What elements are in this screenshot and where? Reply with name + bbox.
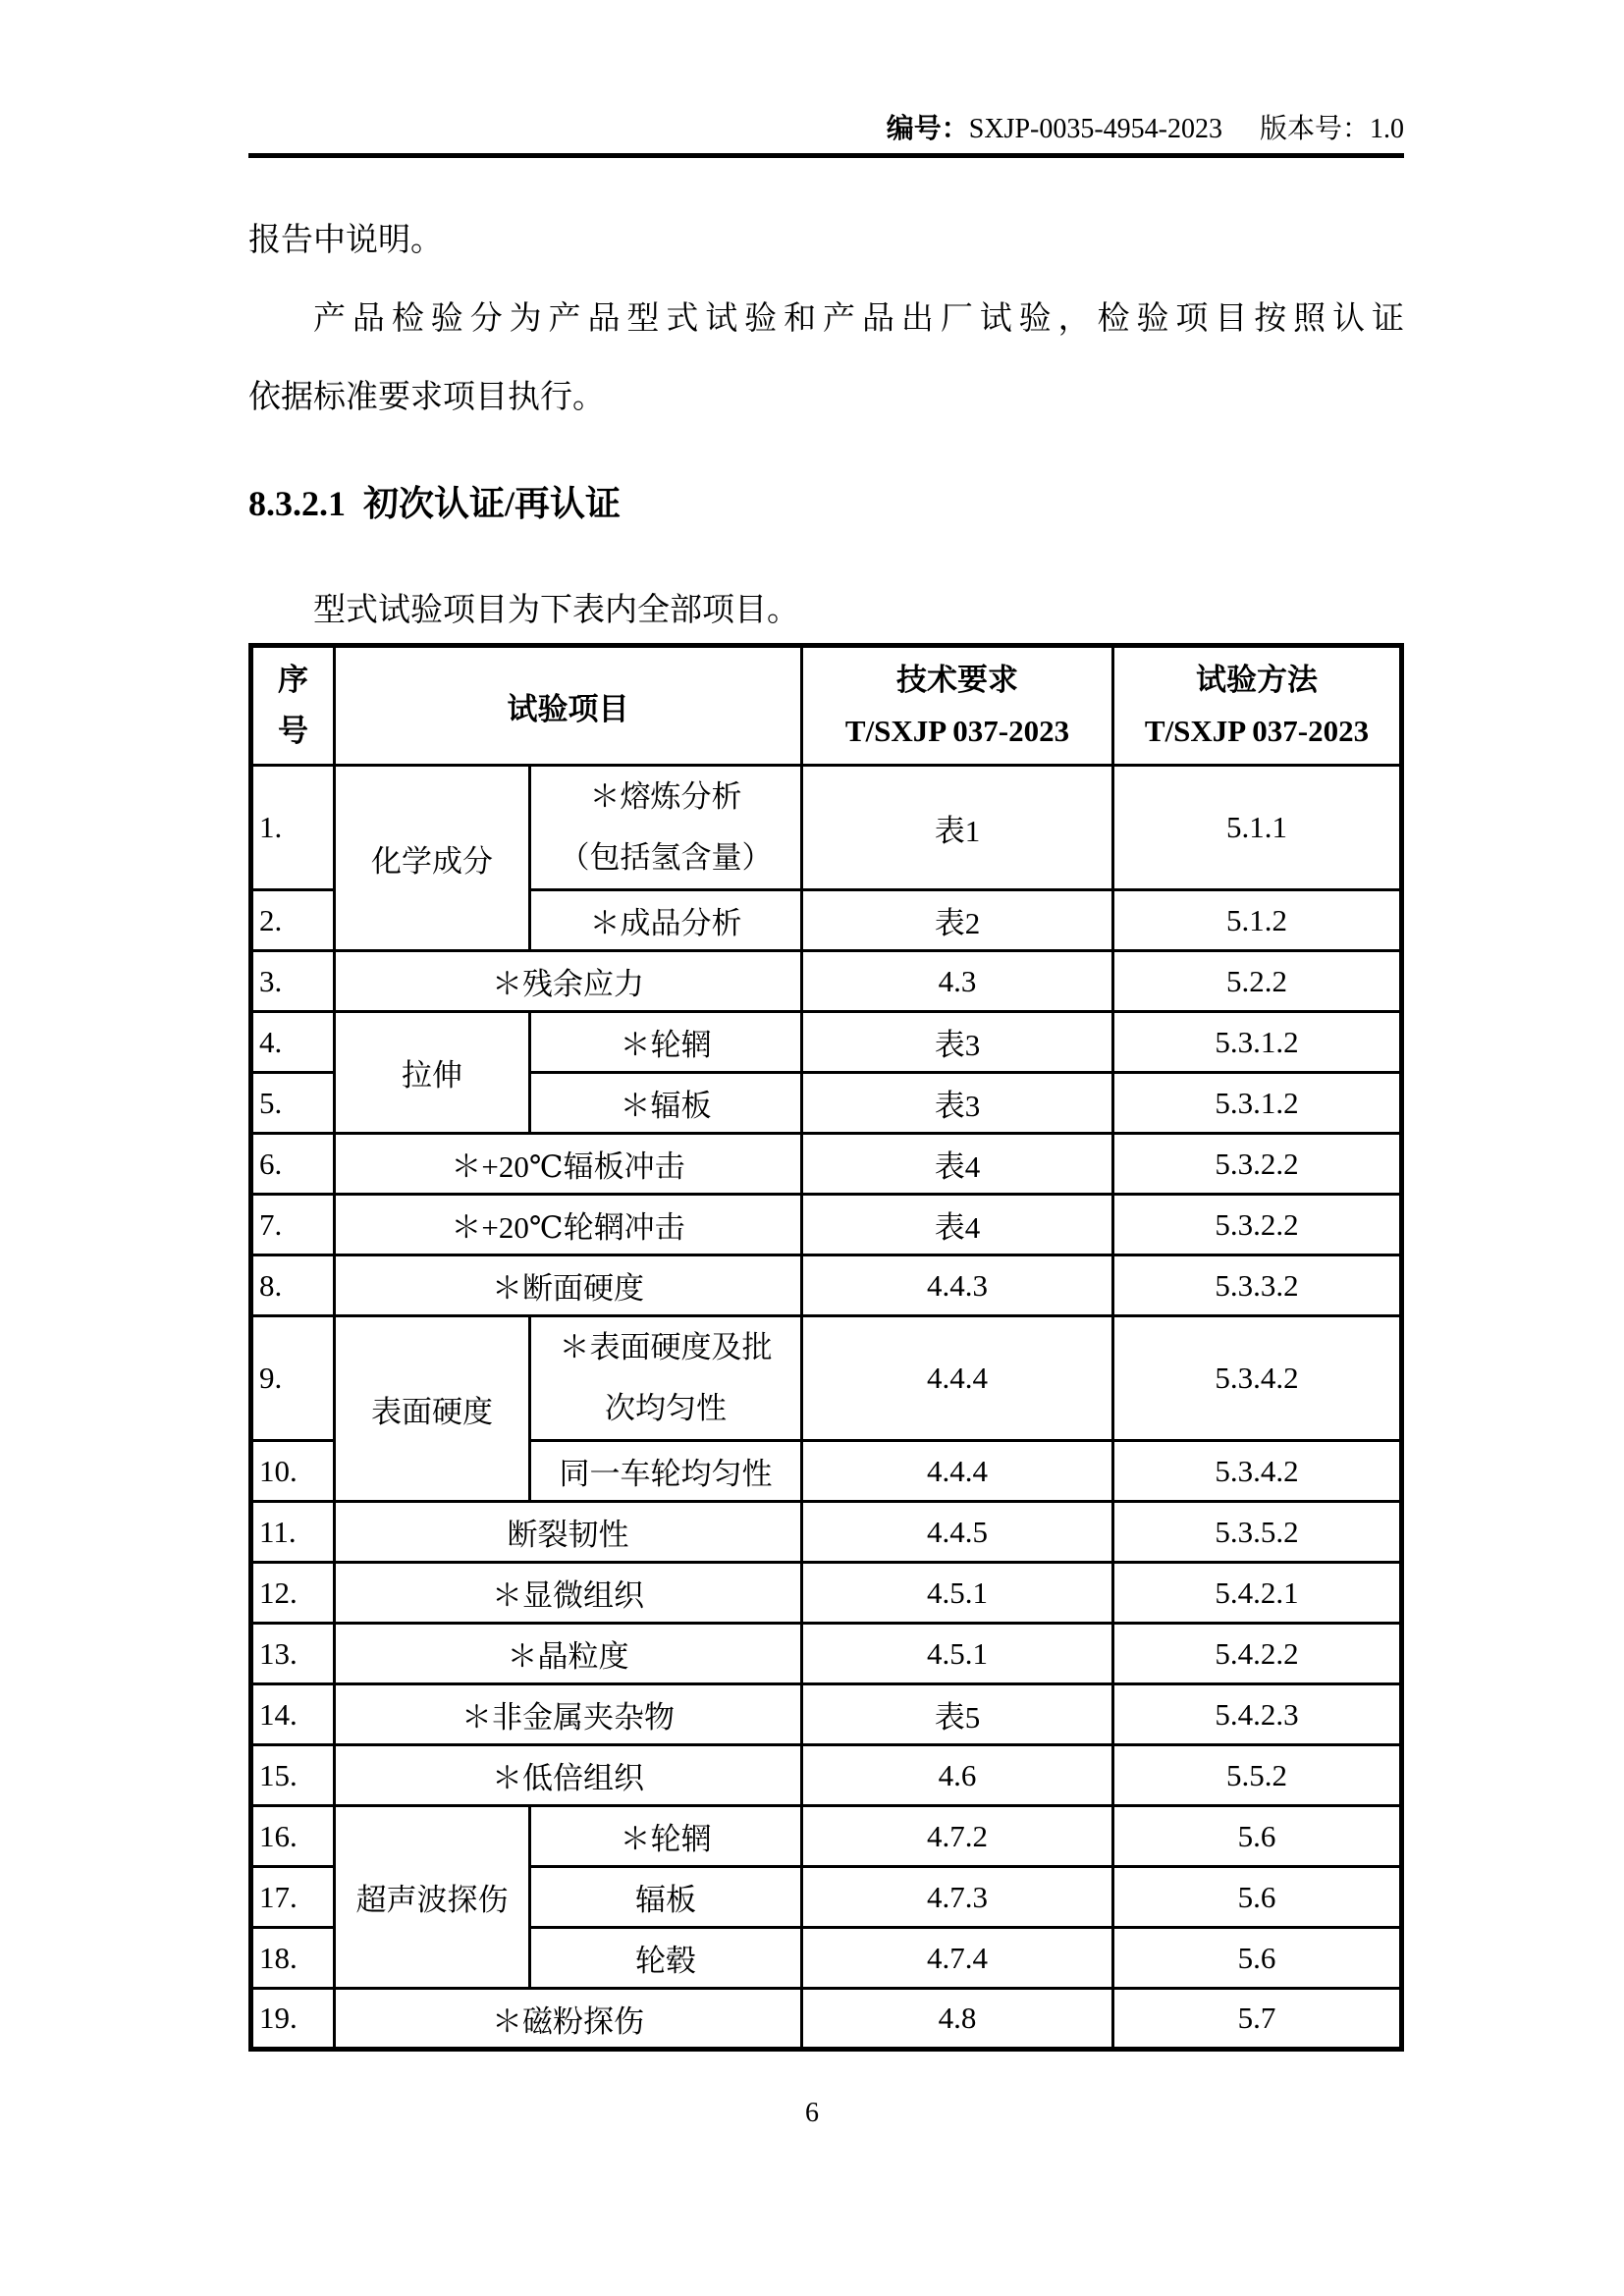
requirement-cell: 4.4.5 [802,1502,1113,1563]
serial-cell: 5. [251,1073,335,1134]
method-cell: 5.3.1.2 [1113,1073,1402,1134]
method-cell: 5.3.1.2 [1113,1012,1402,1073]
table-row [251,1563,1402,1624]
table-row [251,1195,1402,1255]
table-row [251,766,1402,890]
col-header-method-title: 试验方法 [1196,663,1318,697]
serial-cell: 7. [251,1195,335,1255]
col-header-method [1113,646,1402,766]
item-cell-line: ＊熔炼分析 [589,779,742,814]
item-cell: ＊成品分析 [530,890,802,951]
method-cell: 5.3.3.2 [1113,1255,1402,1316]
serial-cell: 1. [251,766,335,890]
requirement-cell: 表3 [802,1073,1113,1134]
table-row [251,1745,1402,1806]
item-cell: ＊断面硬度 [335,1255,802,1316]
serial-cell: 6. [251,1134,335,1195]
item-cell: 轮毂 [530,1928,802,1989]
method-cell: 5.6 [1113,1928,1402,1989]
requirement-cell: 4.8 [802,1989,1113,2050]
table-header-row [251,646,1402,766]
table-row [251,1624,1402,1684]
requirement-cell: 表2 [802,890,1113,951]
method-cell: 5.4.2.3 [1113,1684,1402,1745]
serial-cell: 3. [251,951,335,1012]
requirement-cell: 4.4.4 [802,1316,1113,1441]
item-cell: ＊残余应力 [335,951,802,1012]
doc-code-label: 编号： [886,114,969,144]
method-cell: 5.3.4.2 [1113,1441,1402,1502]
item-cell [530,1316,802,1441]
method-cell: 5.1.1 [1113,766,1402,890]
item-cell: ＊低倍组织 [335,1745,802,1806]
col-header-serial [251,646,335,766]
page-content [248,0,1404,2133]
paragraph-line: 报告中说明。 [248,223,443,258]
serial-cell: 4. [251,1012,335,1073]
item-cell [530,766,802,890]
table-row [251,1012,1402,1073]
col-header-requirement [802,646,1113,766]
method-cell: 5.6 [1113,1806,1402,1867]
item-cell-line: 次均匀性 [605,1391,727,1425]
requirement-cell: 表3 [802,1012,1113,1073]
serial-cell: 11. [251,1502,335,1563]
item-cell: ＊辐板 [530,1073,802,1134]
requirement-cell: 4.6 [802,1745,1113,1806]
serial-cell: 18. [251,1928,335,1989]
serial-cell: 15. [251,1745,335,1806]
serial-cell: 10. [251,1441,335,1502]
requirement-cell: 4.5.1 [802,1563,1113,1624]
item-cell: ＊显微组织 [335,1563,802,1624]
table-row [251,1255,1402,1316]
requirement-cell: 4.7.2 [802,1806,1113,1867]
table-row [251,1806,1402,1867]
doc-version-label: 版本号： [1259,114,1370,144]
serial-cell: 8. [251,1255,335,1316]
method-cell: 5.3.5.2 [1113,1502,1402,1563]
serial-cell: 19. [251,1989,335,2050]
col-header-method-standard: T/SXJP 037-2023 [1144,714,1370,748]
col-header-item: 试验项目 [335,646,802,766]
table-row [251,1316,1402,1441]
table-intro: 型式试验项目为下表内全部项目。 [313,593,799,628]
requirement-cell: 4.4.3 [802,1255,1113,1316]
page-number: 6 [805,2098,819,2128]
item-cell: ＊轮辋 [530,1012,802,1073]
item-cell: 断裂韧性 [335,1502,802,1563]
item-group-cell: 拉伸 [335,1012,530,1134]
item-cell: 同一车轮均匀性 [530,1441,802,1502]
method-cell: 5.3.4.2 [1113,1316,1402,1441]
paragraph-line: 依据标准要求项目执行。 [248,380,605,415]
method-cell: 5.5.2 [1113,1745,1402,1806]
serial-cell: 17. [251,1867,335,1928]
header-rule [248,153,1404,158]
serial-cell: 16. [251,1806,335,1867]
body-text [248,201,1404,437]
section-heading: 8.3.2.1 初次认证/再认证 [248,484,622,523]
requirement-cell: 表4 [802,1134,1113,1195]
serial-cell: 9. [251,1316,335,1441]
method-cell: 5.3.2.2 [1113,1195,1402,1255]
item-cell: ＊非金属夹杂物 [335,1684,802,1745]
test-items-table [248,643,1404,2052]
item-cell: ＊磁粉探伤 [335,1989,802,2050]
doc-code-value: SXJP-0035-4954-2023 [968,114,1222,144]
item-group-cell: 超声波探伤 [335,1806,530,1989]
item-group-cell: 化学成分 [335,766,530,951]
doc-header [248,0,1404,149]
serial-cell: 14. [251,1684,335,1745]
item-group-cell: 表面硬度 [335,1316,530,1502]
table-row [251,1989,1402,2050]
paragraph-line: 产品检验分为产品型式试验和产品出厂试验，检验项目按照认证 [313,301,1404,337]
serial-cell: 13. [251,1624,335,1684]
item-cell: ＊+20℃辐板冲击 [335,1134,802,1195]
requirement-cell: 4.7.3 [802,1867,1113,1928]
requirement-cell: 4.3 [802,951,1113,1012]
table-row [251,1134,1402,1195]
serial-cell: 12. [251,1563,335,1624]
item-cell-line: （包括氢含量） [559,840,773,875]
col-header-requirement-title: 技术要求 [896,663,1018,697]
method-cell: 5.4.2.2 [1113,1624,1402,1684]
requirement-cell: 4.4.4 [802,1441,1113,1502]
item-cell-line: ＊表面硬度及批 [559,1330,773,1364]
table-row [251,1684,1402,1745]
serial-cell: 2. [251,890,335,951]
method-cell: 5.6 [1113,1867,1402,1928]
test-table-head [251,646,1402,766]
table-row [251,1502,1402,1563]
method-cell: 5.2.2 [1113,951,1402,1012]
item-cell: ＊轮辋 [530,1806,802,1867]
method-cell: 5.7 [1113,1989,1402,2050]
item-cell: ＊+20℃轮辋冲击 [335,1195,802,1255]
requirement-cell: 4.7.4 [802,1928,1113,1989]
col-header-requirement-standard: T/SXJP 037-2023 [844,714,1070,748]
method-cell: 5.3.2.2 [1113,1134,1402,1195]
requirement-cell: 表1 [802,766,1113,890]
item-cell: 辐板 [530,1867,802,1928]
table-row [251,951,1402,1012]
method-cell: 5.4.2.1 [1113,1563,1402,1624]
method-cell: 5.1.2 [1113,890,1402,951]
test-table-body [251,766,1402,2050]
item-cell: ＊晶粒度 [335,1624,802,1684]
requirement-cell: 表5 [802,1684,1113,1745]
doc-version-value: 1.0 [1370,114,1404,144]
col-header-serial-label: 序号 [278,663,308,748]
requirement-cell: 4.5.1 [802,1624,1113,1684]
requirement-cell: 表4 [802,1195,1113,1255]
